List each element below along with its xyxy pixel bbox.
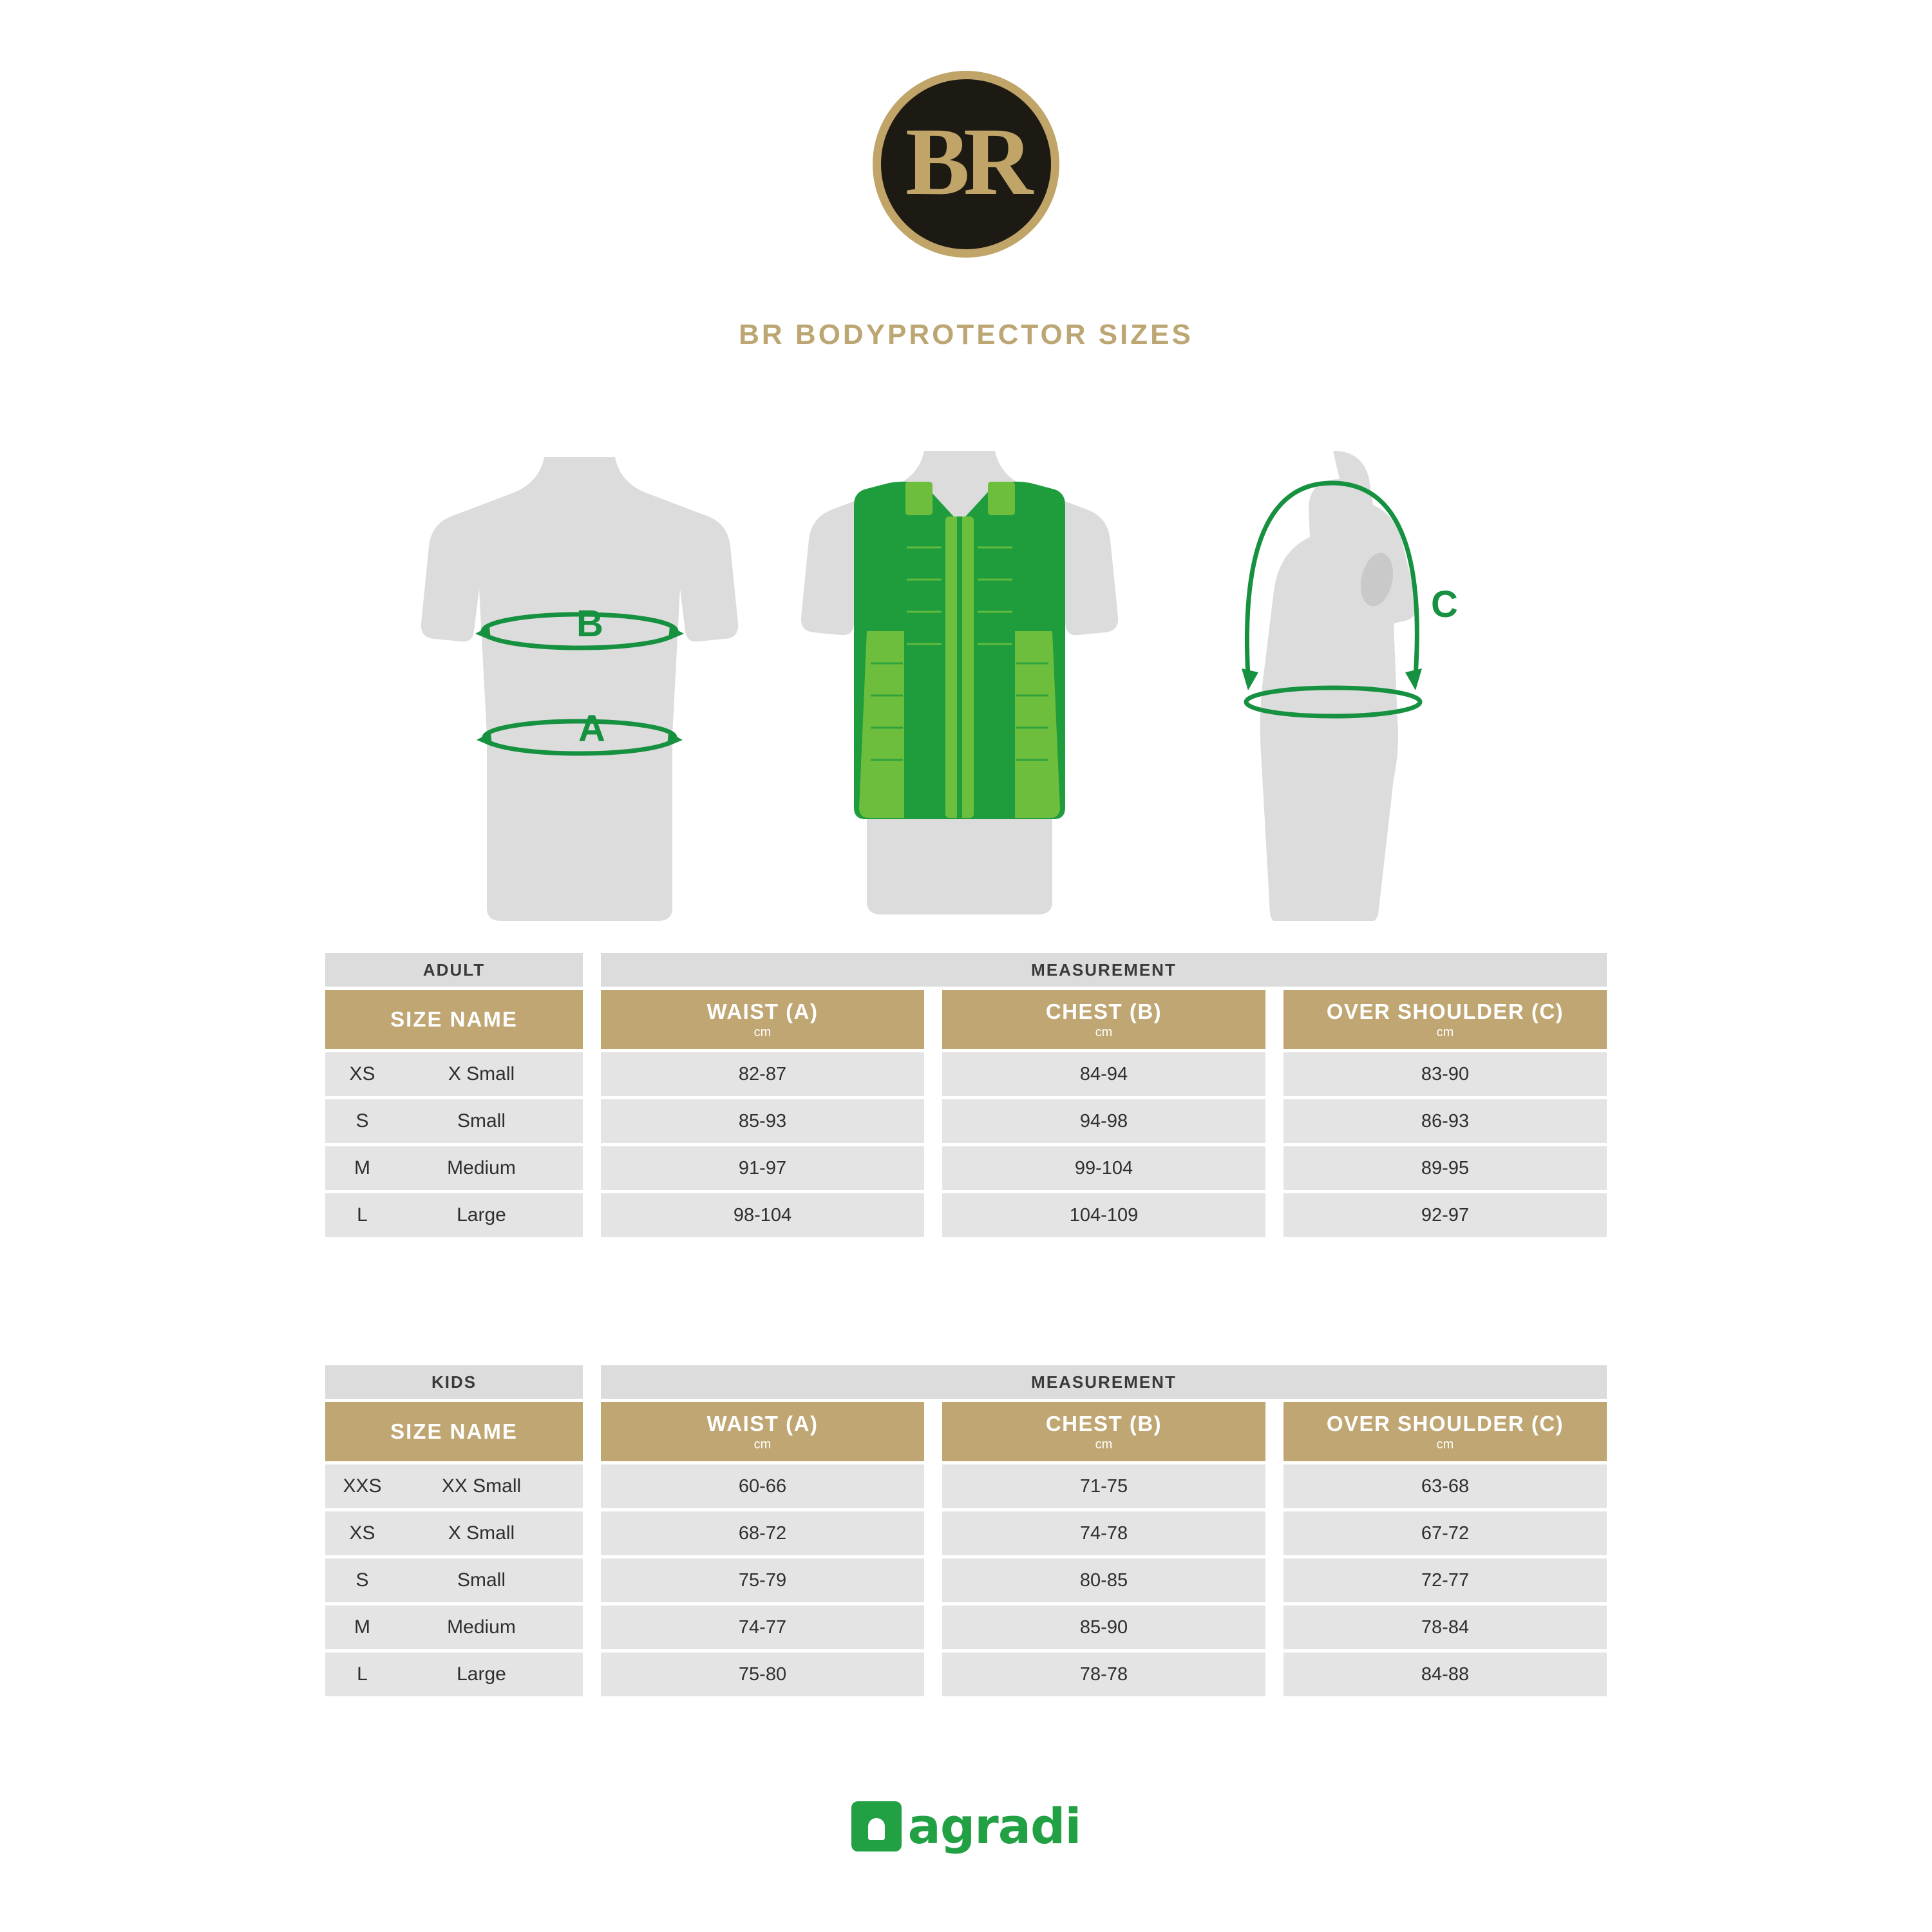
adult-col-shoulder-label: OVER SHOULDER (C) — [1326, 999, 1564, 1023]
cell-shoulder: 63-68 — [1283, 1464, 1607, 1508]
adult-col-chest-unit: cm — [1095, 1025, 1113, 1039]
table-row — [325, 1464, 1607, 1508]
cell-chest: 78-78 — [942, 1653, 1265, 1696]
cell-chest: 104-109 — [942, 1193, 1265, 1237]
table-row — [325, 1193, 1607, 1237]
adult-row-size — [325, 1193, 583, 1237]
cell-chest: 99-104 — [942, 1146, 1265, 1190]
cell-waist: 75-79 — [601, 1558, 924, 1602]
bodyprotector-vest-diagram — [792, 444, 1127, 921]
cell-shoulder: 78-84 — [1283, 1605, 1607, 1649]
kids-col-waist-unit: cm — [753, 1437, 772, 1452]
kids-row-size — [325, 1653, 583, 1696]
size-abbr: S — [355, 1110, 369, 1132]
adult-group-label: ADULT — [325, 953, 583, 987]
adult-col-chest — [942, 990, 1265, 1049]
page-title: BR BODYPROTECTOR SIZES — [739, 319, 1193, 350]
cell-shoulder: 89-95 — [1283, 1146, 1607, 1190]
table-group-header-row — [325, 953, 1607, 987]
agradi-mark-icon — [851, 1801, 902, 1852]
size-abbr: S — [355, 1569, 369, 1591]
cell-waist: 74-77 — [601, 1605, 924, 1649]
size-name: Large — [457, 1663, 506, 1685]
cell-shoulder: 86-93 — [1283, 1099, 1607, 1143]
size-abbr: M — [354, 1616, 370, 1638]
table-row — [325, 1146, 1607, 1190]
table-column-header-row — [325, 1402, 1607, 1461]
cell-chest: 71-75 — [942, 1464, 1265, 1508]
side-body-diagram — [1172, 444, 1507, 921]
kids-row-size — [325, 1511, 583, 1555]
cell-chest: 74-78 — [942, 1511, 1265, 1555]
brand-logo-container — [0, 71, 1932, 258]
size-name: Medium — [447, 1616, 516, 1638]
kids-row-size — [325, 1464, 583, 1508]
vest-icon — [792, 444, 1127, 921]
adult-row-size — [325, 1099, 583, 1143]
table-row — [325, 1653, 1607, 1696]
table-row — [325, 1605, 1607, 1649]
adult-col-waist-label: WAIST (A) — [706, 999, 819, 1023]
kids-col-shoulder — [1283, 1402, 1607, 1461]
br-roundel-icon — [873, 71, 1059, 258]
cell-shoulder: 67-72 — [1283, 1511, 1607, 1555]
table-row — [325, 1511, 1607, 1555]
cell-chest: 94-98 — [942, 1099, 1265, 1143]
kids-group-label: KIDS — [325, 1365, 583, 1399]
cell-shoulder: 72-77 — [1283, 1558, 1607, 1602]
adult-col-shoulder — [1283, 990, 1607, 1049]
size-abbr: L — [357, 1663, 368, 1685]
table-row — [325, 1099, 1607, 1143]
side-body-icon — [1172, 444, 1507, 921]
kids-row-size — [325, 1605, 583, 1649]
adult-size-table — [325, 953, 1607, 1237]
size-name: Small — [457, 1110, 506, 1132]
measurement-diagrams — [322, 444, 1610, 921]
kids-measurement-label: MEASUREMENT — [601, 1365, 1607, 1399]
cell-chest: 85-90 — [942, 1605, 1265, 1649]
kids-col-chest-label: CHEST (B) — [1045, 1411, 1162, 1435]
front-body-diagram — [412, 444, 747, 921]
table-row — [325, 1052, 1607, 1096]
adult-row-size — [325, 1146, 583, 1190]
cell-waist: 98-104 — [601, 1193, 924, 1237]
cell-chest: 84-94 — [942, 1052, 1265, 1096]
label-waist-a: A — [578, 708, 605, 750]
size-name: X Small — [448, 1522, 515, 1544]
brand-initials: BR — [905, 108, 1027, 215]
adult-measurement-label: MEASUREMENT — [601, 953, 1607, 987]
table-column-header-row — [325, 990, 1607, 1049]
kids-col-chest-unit: cm — [1095, 1437, 1113, 1452]
label-chest-b: B — [576, 603, 603, 645]
size-abbr: M — [354, 1157, 370, 1179]
size-name: Medium — [447, 1157, 516, 1179]
cell-waist: 91-97 — [601, 1146, 924, 1190]
table-row — [325, 1558, 1607, 1602]
cell-waist: 60-66 — [601, 1464, 924, 1508]
adult-col-waist — [601, 990, 924, 1049]
kids-size-table — [325, 1365, 1607, 1696]
cell-waist: 68-72 — [601, 1511, 924, 1555]
adult-size-name-text: SIZE NAME — [390, 1007, 518, 1031]
cell-chest: 80-85 — [942, 1558, 1265, 1602]
front-body-icon — [412, 444, 747, 921]
size-name: XX Small — [441, 1475, 522, 1497]
size-abbr: XS — [349, 1522, 375, 1544]
cell-shoulder: 83-90 — [1283, 1052, 1607, 1096]
table-group-header-row — [325, 1365, 1607, 1399]
label-over-shoulder-c: C — [1431, 583, 1458, 625]
kids-col-waist-label: WAIST (A) — [706, 1411, 819, 1435]
size-name: X Small — [448, 1063, 515, 1084]
adult-size-name-header — [325, 990, 583, 1049]
kids-size-name-text: SIZE NAME — [390, 1419, 518, 1443]
cell-waist: 85-93 — [601, 1099, 924, 1143]
size-abbr: L — [357, 1204, 368, 1226]
size-name: Large — [457, 1204, 506, 1226]
kids-col-shoulder-label: OVER SHOULDER (C) — [1326, 1411, 1564, 1435]
adult-row-size — [325, 1052, 583, 1096]
adult-col-shoulder-unit: cm — [1436, 1025, 1454, 1039]
kids-row-size — [325, 1558, 583, 1602]
cell-waist: 75-80 — [601, 1653, 924, 1696]
size-name: Small — [457, 1569, 506, 1591]
cell-shoulder: 92-97 — [1283, 1193, 1607, 1237]
size-abbr: XXS — [343, 1475, 382, 1497]
kids-col-chest — [942, 1402, 1265, 1461]
agradi-wordmark: agradi — [907, 1797, 1081, 1855]
cell-shoulder: 84-88 — [1283, 1653, 1607, 1696]
adult-col-chest-label: CHEST (B) — [1045, 999, 1162, 1023]
cell-waist: 82-87 — [601, 1052, 924, 1096]
agradi-footer-logo — [0, 1797, 1932, 1855]
kids-size-name-header — [325, 1402, 583, 1461]
adult-col-waist-unit: cm — [753, 1025, 772, 1039]
size-abbr: XS — [349, 1063, 375, 1084]
kids-col-shoulder-unit: cm — [1436, 1437, 1454, 1452]
kids-col-waist — [601, 1402, 924, 1461]
